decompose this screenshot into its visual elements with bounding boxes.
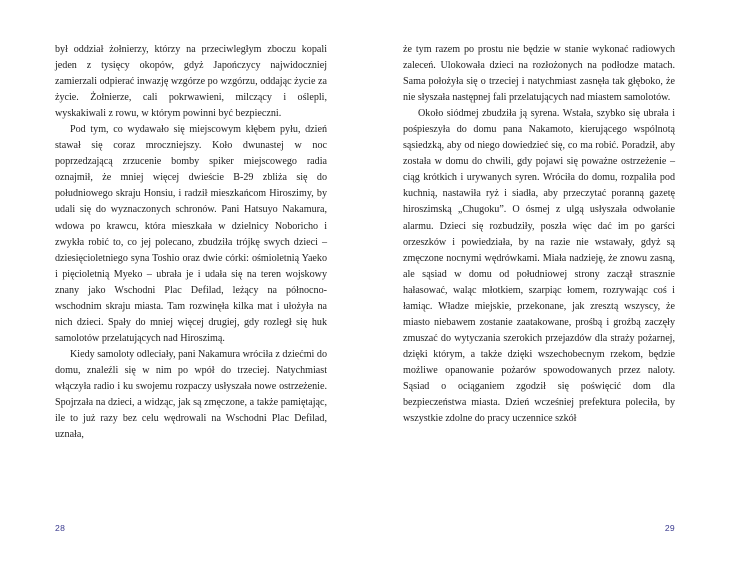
paragraph: że tym razem po prostu nie będzie w stanie wykonać radiowych zaleceń. Ulokowała dzieci na rozłożonych na podłodze matach. Sama położyła się o trzeciej i natychmiast zasnęła tak głęboko, że nie słyszała następnej fali przelatujących nad miastem samolotów. — [403, 44, 675, 104]
page-left-text-column — [55, 42, 327, 443]
paragraph: Kiedy samoloty odleciały, pani Nakamura wróciła z dziećmi do domu, znaleźli się w nim po wpół do trzeciej. Natychmiast włączyła radio i ku swojemu rozpaczy usłyszała nowe ostrzeżenie. Spojrzała na dzieci, a widząc, jak są zmęczone, a także pamiętając, ile to już razy bez celu wędrowali na Wschodni Plac Defilad, uznała, — [55, 348, 327, 441]
paragraph: był oddział żołnierzy, którzy na przeciwległym zboczu kopali jeden z tysięcy okopów, gdyż Japończycy najwidoczniej zamierzali odpierać inwazję wzgórze po wzgórzu, oddając życie za życie. Żołnierze, cali pokrwawieni, milczący i oślepli, wyskakiwali z rowu, w którym powinni być bezpieczni. — [55, 44, 327, 120]
paragraph: Około siódmej zbudziła ją syrena. Wstała, szybko się ubrała i pośpieszyła do domu pana Nakamoto, kierującego wspólnotą sąsiedzką, aby od niego dowiedzieć się, co ma robić. Poradził, aby została w domu do chwili, gdy pojawi się poważne ostrzeżenie – ciąg krótkich i urywanych syren. Wróciła do domu, rozpaliła pod kuchnią, nastawiła ryż i siadła, aby przeczytać poranną gazetę hiroszimską „Chugoku”. O ósmej z ulgą usłyszała odwołanie alarmu. Dzieci się rozbudziły, poszła więc dać im po garści orzeszków i powiedziała, by na razie nie wstawały, gdyż są zmęczone nocnymi wędrówkami. Miała nadzieję, że znowu zasną, ale sąsiad w domu od południowej strony zaczął strasznie hałasować, waląc młotkiem, szarpiąc łomem, rozrywając coś i łamiąc. Władze miejskie, przekonane, jak zresztą wszyscy, że miasto niebawem zostanie zaatakowane, prośbą i groźbą zaczęły zmuszać do wytyczania szerokich przejazdów dla straży pożarnej, dzięki którym, a także dzięki wszechobecnym rzekom, będzie możliwe opanowanie pożarów spowodowanych przez naloty. Sąsiad o ociąganiem zgodził się poświęcić dom dla bezpieczeństwa miasta. Dzień wcześniej prefektura poleciła, by wszystkie zdolne do pracy uczennice szkół — [403, 108, 675, 425]
paragraph: Pod tym, co wydawało się miejscowym kłębem pyłu, dzień stawał się coraz mroczniejszy. Koło dwunastej w noc poprzedzającą zrzucenie bomby spiker miejscowego radia oznajmił, że mniej więcej dwieście B-29 zbliża się do południowego skraju Honsiu, i radził mieszkańcom Hiroszimy, by udali się do wyznaczonych schronów. Pani Hatsuyo Nakamura, wdowa po krawcu, która mieszkała w dzielnicy Noboricho i zwykła robić to, co jej polecano, zbudziła trójkę swych dzieci – dziesięcioletniego syna Toshio oraz dwie córki: ośmioletnią Yaeko i pięcioletnią Myeko – ubrała je i udała się na teren wojskowy znany jako Wschodni Plac Defilad, leżący na północno-wschodnim skraju miasta. Tam rozwinęła kilka mat i ułożyła na nich dzieci. Spały do mniej więcej drugiej, gdy rozległ się huk samolotów przelatujących nad Hiroszimą. — [55, 124, 327, 344]
page-right-text-column — [403, 42, 675, 427]
page-number-right: 29 — [664, 523, 675, 533]
page-number-left: 28 — [55, 523, 66, 533]
page-right — [365, 0, 730, 571]
